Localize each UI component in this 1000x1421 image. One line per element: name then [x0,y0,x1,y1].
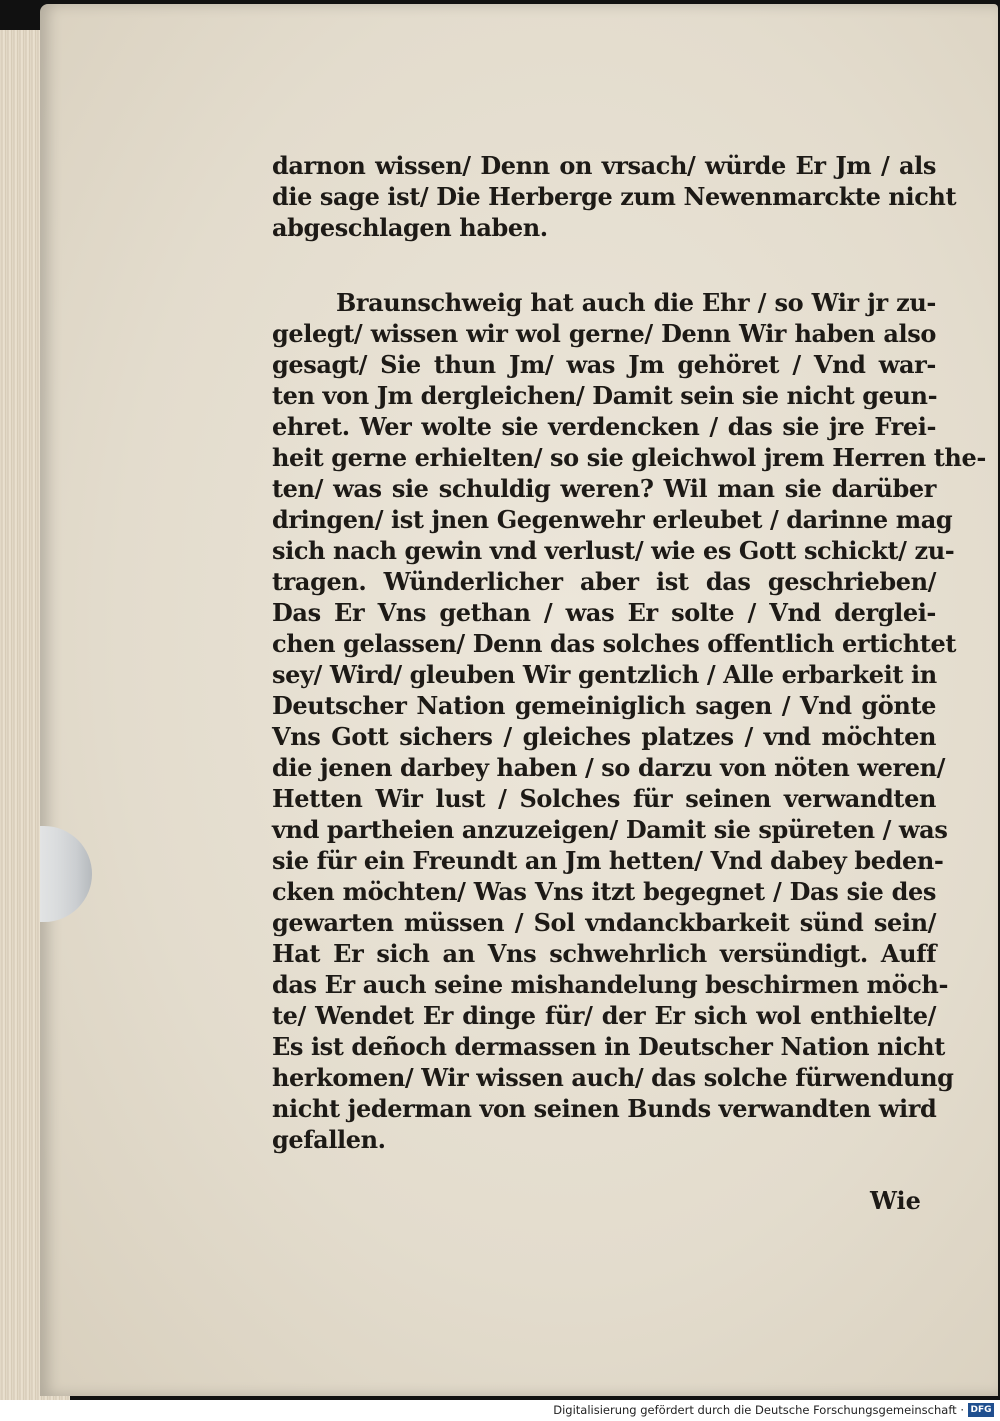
text-line: sey/ Wird/ gleuben Wir gentzlich / Alle erbarkeit in [272,660,937,689]
text-line: Das Er Vns gethan / was Er solte / Vnd derglei- [272,598,936,627]
text-line: Braunschweig hat auch die Ehr / so Wir jr zu- [336,288,936,317]
text-line: abgeschlagen haben. [272,213,548,242]
page-clip [40,826,92,922]
text-line: herkomen/ Wir wissen auch/ das solche fürwendung [272,1063,954,1092]
text-line: die jenen darbey haben / so darzu von nöten weren/ [272,753,946,782]
text-line: nicht jederman von seinen Bunds verwandten wird [272,1094,937,1123]
text-line: sich nach gewin vnd verlust/ wie es Gott schickt/ zu- [272,536,955,565]
text-line: Hat Er sich an Vns schwehrlich versündigt. Auff [272,939,936,968]
body-text [272,150,986,1155]
text-line: vnd partheien anzuzeigen/ Damit sie spüreten / was [272,815,948,844]
funding-credit: Digitalisierung gefördert durch die Deutsche Forschungsgemeinschaft · [553,1403,964,1417]
text-line: Es ist deñoch dermassen in Deutscher Nation nicht [272,1032,945,1061]
dfg-logo: DFG [968,1403,994,1417]
text-line: darnon wissen/ Denn on vrsach/ würde Er Jm / als [272,151,936,180]
text-line: gefallen. [272,1125,386,1154]
text-line: te/ Wendet Er dinge für/ der Er sich wol enthielte/ [272,1001,936,1030]
text-line: chen gelassen/ Denn das solches offentlich ertichtet [272,629,957,658]
catchword: Wie [870,1186,921,1215]
text-line: Vns Gott sichers / gleiches platzes / vnd möchten [272,722,936,751]
text-line: ten von Jm dergleichen/ Damit sein sie nicht geun- [272,381,938,410]
text-line: die sage ist/ Die Herberge zum Newenmarckte nicht [272,182,957,211]
paragraph-gap [272,243,936,287]
text-line: cken möchten/ Was Vns itzt begegnet / Das sie des [272,877,936,906]
text-line: ehret. Wer wolte sie verdencken / das sie jre Frei- [272,412,936,441]
footer-bar [0,1400,1000,1421]
text-line: das Er auch seine mishandelung beschirmen möch- [272,970,949,999]
text-line: tragen. Wünderlicher aber ist das geschrieben/ [272,567,936,596]
text-line: gesagt/ Sie thun Jm/ was Jm gehöret / Vnd war- [272,350,936,379]
text-line: Deutscher Nation gemeiniglich sagen / Vnd gönte [272,691,936,720]
text-line: heit gerne erhielten/ so sie gleichwol jrem Herren the- [272,443,986,472]
text-line: gelegt/ wissen wir wol gerne/ Denn Wir haben also [272,319,936,348]
text-line: Hetten Wir lust / Solches für seinen verwandten [272,784,936,813]
text-line: gewarten müssen / Sol vndanckbarkeit sünd sein/ [272,908,936,937]
text-line: ten/ was sie schuldig weren? Wil man sie darüber [272,474,936,503]
text-line: sie für ein Freundt an Jm hetten/ Vnd dabey beden- [272,846,944,875]
text-line: dringen/ ist jnen Gegenwehr erleubet / darinne mag [272,505,953,534]
